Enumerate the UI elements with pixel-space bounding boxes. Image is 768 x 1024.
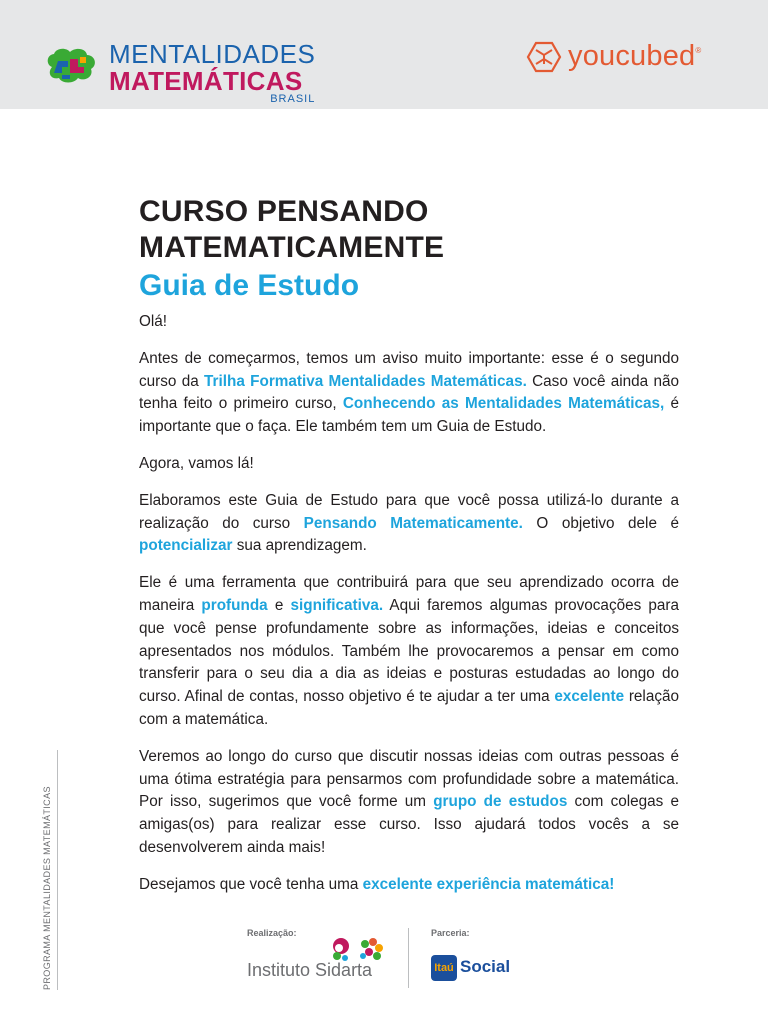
paragraph-3: Elaboramos este Guia de Estudo para que você possa utilizá-lo durante a realização do curso Pensando Matematicamente. O objetivo dele é potencializar sua aprendizagem. — [139, 491, 679, 555]
highlight-trilha: Trilha Formativa Mentalidades Matemáticas. — [204, 372, 527, 390]
realizacao-label: Realização: — [247, 928, 297, 938]
document-body — [139, 311, 679, 911]
highlight-excelente: excelente — [554, 688, 625, 706]
highlight-profunda: profunda — [201, 596, 268, 614]
page-header — [0, 0, 768, 109]
footer-realizacao — [247, 928, 373, 980]
logo-text-matematicas: MATEMÁTICAS — [109, 66, 303, 96]
sidebar-program-label: PROGRAMA MENTALIDADES MATEMÁTICAS — [42, 786, 52, 990]
footer-parceria — [431, 928, 511, 976]
highlight-significativa: significativa. — [290, 596, 384, 614]
paragraph-5: Veremos ao longo do curso que discutir nossas ideias com outras pessoas é uma ótima estratégia para pensarmos com profundidade sobre a matemática. Por isso, sugerimos que você forme um grupo de estudos com colegas e amigas(os) para realizar esse curso. Isso ajudará todos vocês a se desenvolverem ainda mais! — [139, 747, 679, 856]
highlight-potencializar: potencializar — [139, 537, 233, 555]
logo-text-mentalidades: MENTALIDADES — [109, 39, 316, 69]
sidebar-divider — [57, 750, 58, 990]
highlight-conhecendo: Conhecendo as Mentalidades Matemáticas, — [342, 395, 665, 413]
parceria-label: Parceria: — [431, 928, 470, 938]
paragraph-1: Antes de começarmos, temos um aviso muito importante: esse é o segundo curso da Trilha Formativa Mentalidades Matemáticas. Caso você ainda não tenha feito o primeiro curso, Conhecendo as Mentalidades Matemáticas, é importante que o faça. Ele também tem um Guia de Estudo. — [139, 349, 679, 436]
title-line-1: CURSO PENSANDO — [139, 195, 429, 228]
itau-text: Itaú — [434, 962, 454, 974]
mentalidades-matematicas-logo — [44, 41, 315, 105]
youcubed-logo — [526, 40, 701, 73]
greeting: Olá! — [139, 313, 168, 330]
highlight-grupo-estudos: grupo de estudos — [433, 793, 568, 811]
paragraph-2: Agora, vamos lá! — [139, 454, 254, 472]
footer-divider — [408, 928, 409, 988]
paragraph-6: Desejamos que você tenha uma excelente experiência matemática! — [139, 875, 615, 893]
registered-mark: ® — [695, 46, 702, 55]
document-subtitle: Guia de Estudo — [139, 269, 360, 302]
social-text: Social — [460, 957, 511, 976]
highlight-pensando: Pensando Matematicamente. — [303, 514, 523, 532]
brain-puzzle-icon — [44, 47, 99, 85]
itau-logo — [431, 955, 457, 981]
youcubed-wordmark: youcubed — [568, 40, 696, 72]
paragraph-4: Ele é uma ferramenta que contribuirá para que seu aprendizado ocorra de maneira profunda e significativa. Aqui faremos algumas provocações para que você pense profundamente sobre as informações, ideias e conceitos apresentados nos módulos. Também lhe provocaremos a pensar em como transferir para o seu dia a dia as ideias e posturas estudadas ao longo do curso. Afinal de contas, nosso objetivo é te ajudar a ter uma excelente relação com a matemática. — [139, 574, 680, 728]
document-title — [139, 194, 699, 306]
title-line-2: MATEMATICAMENTE — [139, 231, 445, 264]
cube-icon — [526, 41, 562, 73]
logo-text-brasil: BRASIL — [270, 93, 316, 105]
instituto-sidarta-name: Instituto Sidarta — [247, 960, 373, 980]
highlight-experiencia: excelente experiência matemática! — [362, 875, 615, 893]
